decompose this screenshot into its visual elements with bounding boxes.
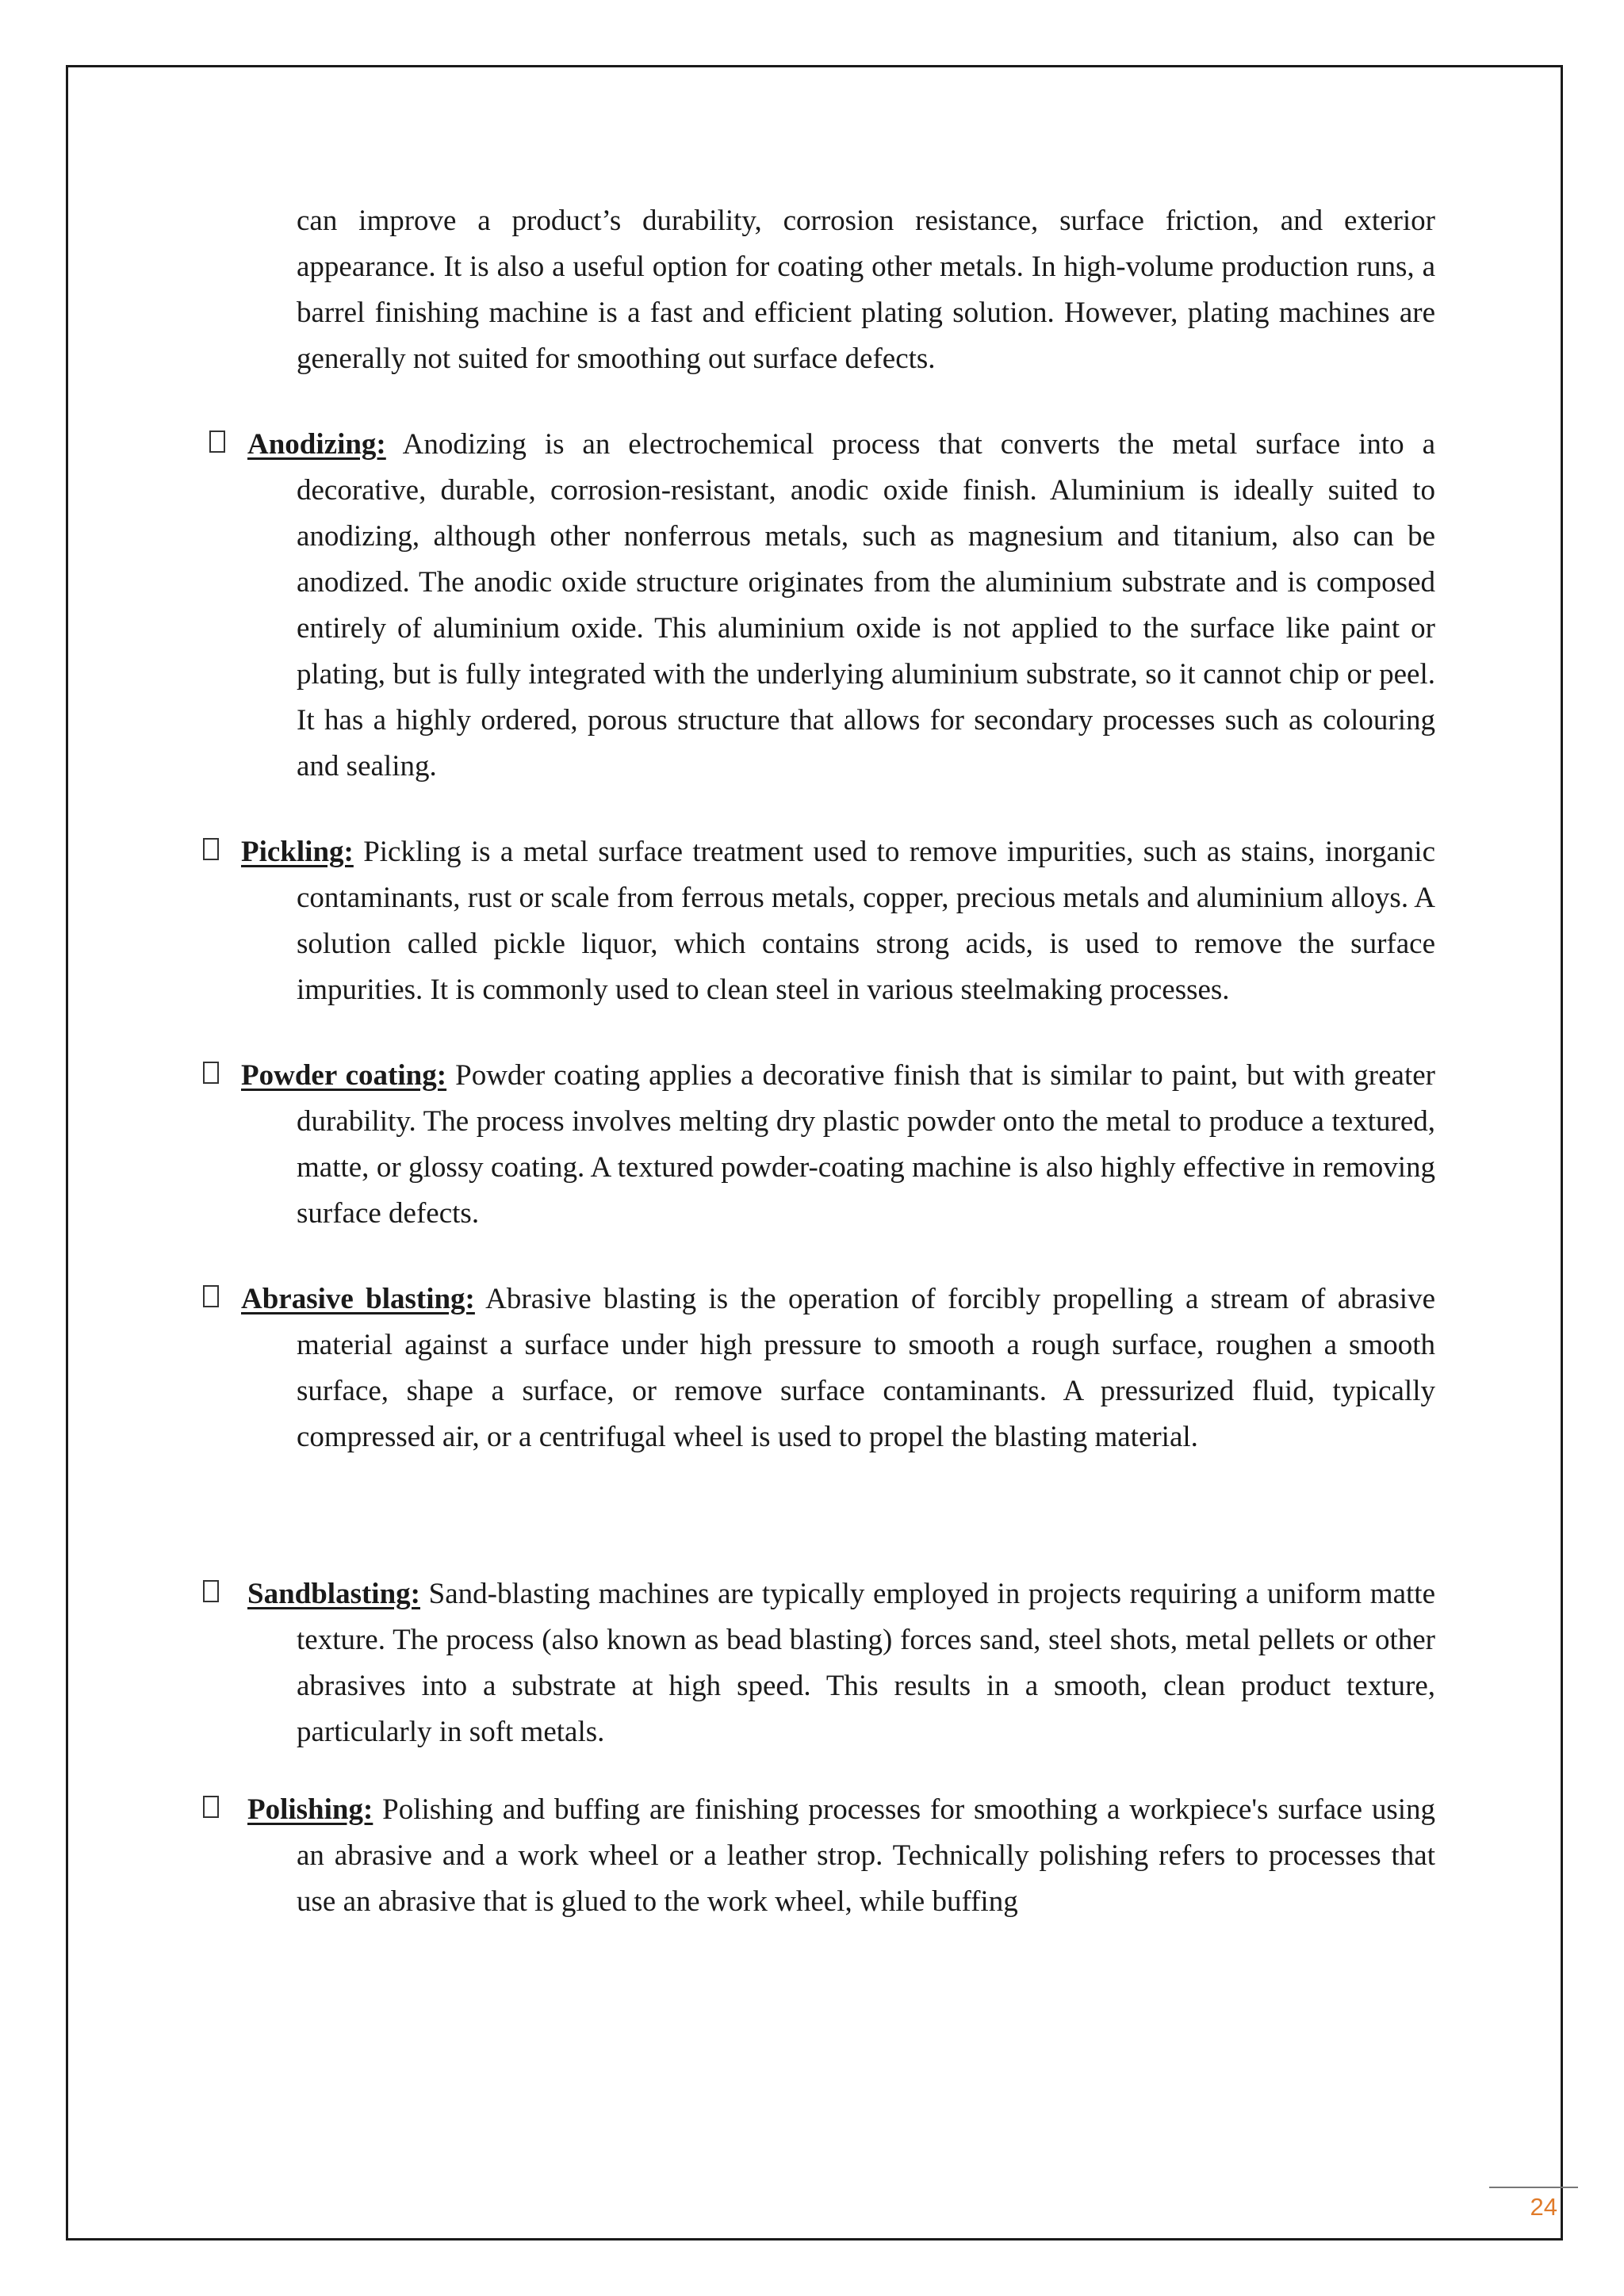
page-number-rule	[1489, 2187, 1578, 2188]
list-item-text	[241, 829, 1436, 1013]
term-label: Abrasive blasting:	[241, 1283, 475, 1315]
bullet-box-icon	[203, 838, 219, 860]
term-description: Sand-blasting machines are typically employed in projects requiring a uniform matte texture. The process (also known as bead blasting) forces sand, steel shots, metal pellets or other abrasives into a substrate at high speed. This results in a smooth, clean product texture, particularly in soft metals.	[297, 1578, 1435, 1748]
list-item-text	[247, 1787, 1435, 1925]
term-label: Sandblasting:	[247, 1578, 420, 1610]
bullet-box-icon	[209, 430, 225, 453]
term-description: Abrasive blasting is the operation of forcibly propelling a stream of abrasive material against a surface under high pressure to smooth a rough surface, roughen a smooth surface, shape a surface, or remove surface contaminants. A pressurized fluid, typically compressed air, or a centrifugal wheel is used to propel the blasting material.	[297, 1283, 1435, 1453]
list-item-text	[247, 1571, 1435, 1755]
term-label: Pickling:	[241, 836, 354, 868]
term-description: Anodizing is an electrochemical process that converts the metal surface into a decorative, durable, corrosion-resistant, anodic oxide finish. Aluminium is ideally suited to anodizing, although other nonferrous metals, such as magnesium and titanium, also can be anodized. The anodic oxide structure originates from the aluminium substrate and is composed entirely of aluminium oxide. This aluminium oxide is not applied to the surface like paint or plating, but is fully integrated with the underlying aluminium substrate, so it cannot chip or peel. It has a highly ordered, porous structure that allows for secondary processes such as colouring and sealing.	[297, 428, 1435, 783]
term-description: Pickling is a metal surface treatment used to remove impurities, such as stains, inorganic contaminants, rust or scale from ferrous metals, copper, precious metals and aluminium alloys. A solution called pickle liquor, which contains strong acids, is used to remove the surface impurities. It is commonly used to clean steel in various steelmaking processes.	[297, 836, 1436, 1006]
page-number: 24	[1530, 2193, 1557, 2221]
list-item-polishing	[198, 1787, 1435, 1925]
bullet-box-icon	[203, 1796, 219, 1818]
term-label: Anodizing:	[247, 428, 386, 461]
term-description: Powder coating applies a decorative finish that is similar to paint, but with greater durability. The process involves melting dry plastic powder onto the metal to produce a textured, matte, or glossy coating. A textured powder-coating machine is also highly effective in removing surface defects.	[297, 1059, 1435, 1230]
bullet-box-icon	[203, 1285, 219, 1307]
term-label: Polishing:	[247, 1793, 373, 1826]
list-item-sandblasting	[198, 1571, 1435, 1755]
document-body	[198, 198, 1435, 1925]
list-item-abrasive-blasting	[198, 1276, 1435, 1460]
list-item-anodizing	[198, 422, 1435, 790]
list-item-text	[241, 1276, 1435, 1460]
intro-paragraph: can improve a product’s durability, corrosion resistance, surface friction, and exterior appearance. It is also a useful option for coating other metals. In high-volume production runs, a barrel finishing machine is a fast and efficient plating solution. However, plating machines are generally not suited for smoothing out surface defects.	[297, 205, 1435, 375]
term-description: Polishing and buffing are finishing processes for smoothing a workpiece's surface using an abrasive and a work wheel or a leather strop. Technically polishing refers to processes that use an abrasive that is glued to the work wheel, while buffing	[297, 1793, 1435, 1918]
list-item-pickling	[198, 829, 1435, 1013]
list-item-text	[241, 1053, 1435, 1237]
list-item-powder-coating	[198, 1053, 1435, 1237]
bullet-box-icon	[203, 1580, 219, 1602]
list-item-text	[247, 422, 1435, 790]
bullet-box-icon	[203, 1062, 219, 1084]
term-label: Powder coating:	[241, 1059, 447, 1092]
